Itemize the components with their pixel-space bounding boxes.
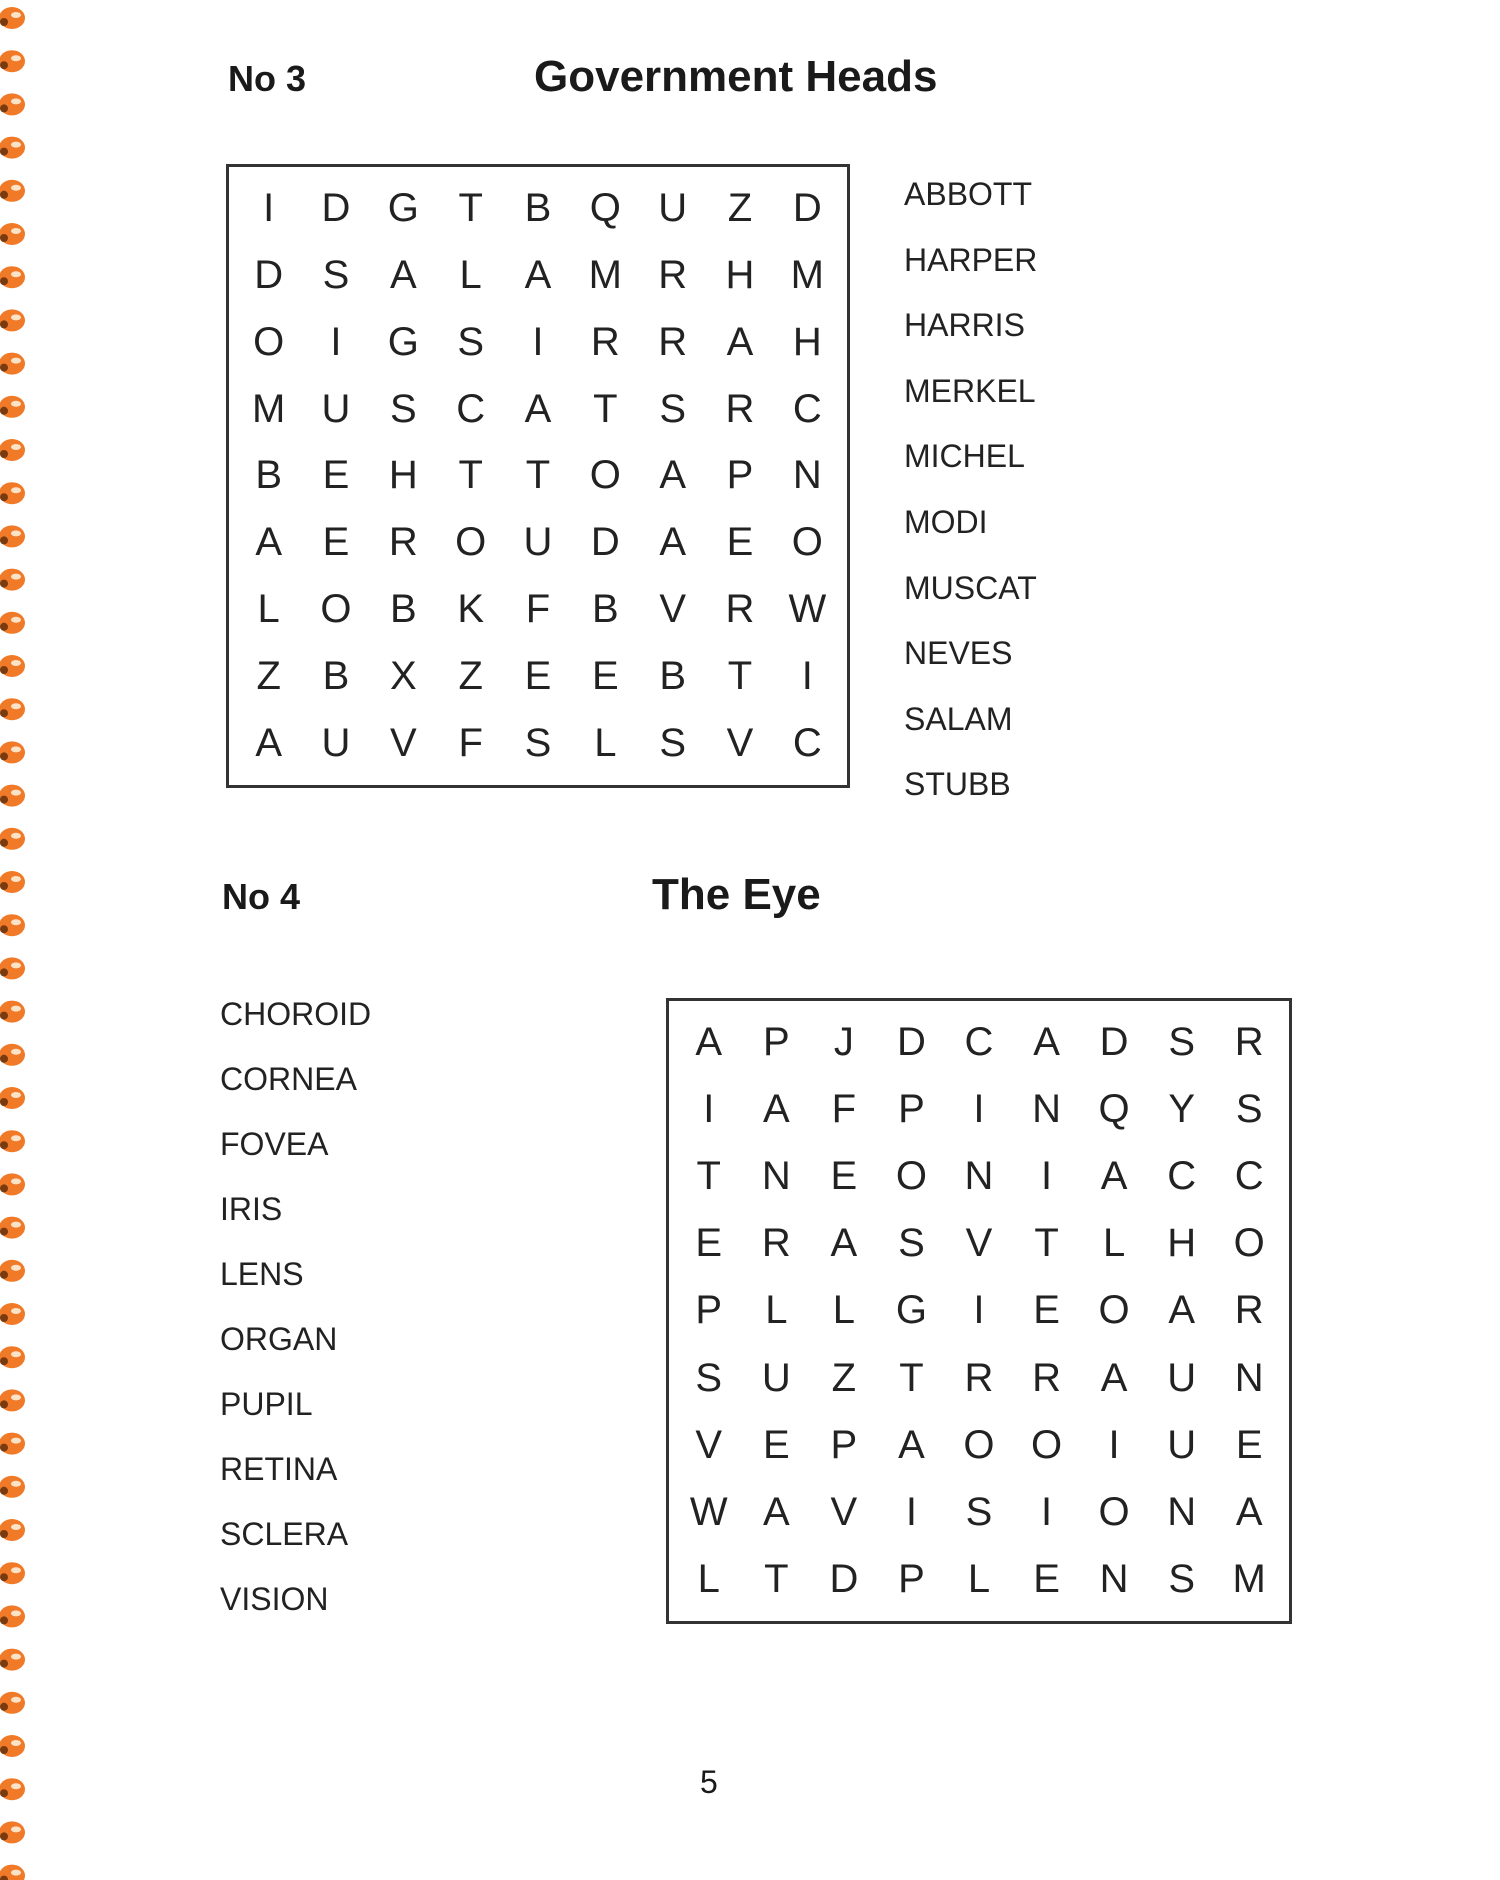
grid-cell: R: [388, 520, 418, 565]
spiral-ring: [0, 439, 25, 461]
grid-cell: A: [389, 252, 417, 297]
spiral-ring: [0, 223, 25, 245]
grid-cell: M: [588, 252, 622, 297]
word-list-item: LENS: [220, 1256, 304, 1292]
spiral-ring: [0, 1519, 25, 1541]
grid-cell: G: [387, 185, 419, 230]
grid-cell: L: [697, 1556, 720, 1601]
grid-cell: A: [524, 386, 552, 431]
spiral-ring: [0, 50, 25, 72]
grid-cell: T: [764, 1556, 789, 1601]
grid-cell: P: [762, 1020, 790, 1065]
spiral-ring: [0, 482, 25, 504]
grid-cell: S: [659, 721, 686, 766]
grid-cell: U: [523, 520, 553, 565]
grid-cell: E: [591, 654, 619, 699]
grid-cell: A: [255, 520, 282, 565]
word-list-item: CHOROID: [220, 996, 372, 1032]
grid-cell: P: [898, 1556, 925, 1601]
grid-cell: A: [830, 1221, 858, 1266]
spiral-ring: [0, 1173, 25, 1195]
grid-cell: S: [457, 319, 484, 364]
grid-cell: I: [801, 654, 813, 699]
grid-cell: U: [321, 386, 351, 431]
grid-cell: S: [1235, 1087, 1263, 1132]
word-list-item: MERKEL: [904, 372, 1036, 409]
grid-cell: A: [898, 1422, 925, 1467]
grid-cell: A: [695, 1020, 723, 1065]
grid-cell: R: [1234, 1288, 1264, 1333]
spiral-ring: [0, 741, 25, 763]
spiral-ring: [0, 1562, 25, 1584]
grid-cell: V: [389, 721, 417, 766]
puzzle-4-number: No 4: [222, 876, 301, 917]
grid-cell: R: [725, 386, 755, 431]
word-list-item: HARPER: [904, 241, 1038, 278]
grid-cell: D: [896, 1020, 926, 1065]
grid-cell: V: [830, 1489, 858, 1534]
grid-cell: R: [761, 1221, 791, 1266]
grid-cell: R: [725, 587, 755, 632]
grid-cell: Z: [256, 654, 281, 699]
puzzle-3-grid: [226, 164, 850, 788]
grid-cell: J: [833, 1020, 854, 1065]
grid-cell: N: [1234, 1355, 1264, 1400]
grid-cell: Z: [831, 1355, 857, 1400]
grid-cell: T: [1034, 1221, 1059, 1266]
grid-cell: L: [594, 721, 617, 766]
grid-cell: A: [762, 1087, 790, 1132]
grid-cell: I: [905, 1489, 917, 1534]
grid-cell: V: [659, 587, 686, 632]
spiral-ring: [0, 1044, 25, 1066]
spiral-ring: [0, 7, 25, 29]
grid-cell: U: [658, 185, 688, 230]
grid-cell: Z: [458, 654, 483, 699]
grid-cell: E: [1235, 1422, 1263, 1467]
spiral-ring: [0, 1389, 25, 1411]
grid-cell: I: [1108, 1422, 1120, 1467]
grid-cell: I: [330, 319, 342, 364]
grid-cell: C: [1167, 1154, 1197, 1199]
grid-cell: S: [389, 386, 417, 431]
spiral-ring: [0, 1605, 25, 1627]
spiral-ring: [0, 1001, 25, 1023]
grid-cell: U: [321, 721, 351, 766]
grid-cell: H: [1167, 1221, 1197, 1266]
word-list-item: CORNEA: [220, 1061, 357, 1097]
grid-cell: M: [1232, 1556, 1266, 1601]
grid-cell: G: [387, 319, 419, 364]
spiral-ring: [0, 1778, 25, 1800]
grid-cell: I: [973, 1288, 985, 1333]
grid-cell: O: [791, 520, 823, 565]
grid-cell: S: [898, 1221, 925, 1266]
puzzle-4-grid: [666, 998, 1292, 1624]
puzzle-3-title: Government Heads: [534, 52, 938, 101]
grid-cell: D: [792, 185, 822, 230]
grid-cell: A: [1168, 1288, 1195, 1333]
grid-cell: U: [1167, 1355, 1197, 1400]
grid-cell: H: [725, 252, 755, 297]
grid-cell: T: [458, 453, 483, 498]
spiral-ring: [0, 785, 25, 807]
grid-cell: O: [1233, 1221, 1265, 1266]
page-number: 5: [700, 1764, 718, 1800]
grid-cell: D: [590, 520, 620, 565]
grid-cell: R: [658, 252, 688, 297]
spiral-ring: [0, 137, 25, 159]
spiral-ring: [0, 828, 25, 850]
grid-cell: T: [458, 185, 483, 230]
grid-cell: L: [459, 252, 482, 297]
spiral-ring: [0, 1260, 25, 1282]
spiral-ring: [0, 871, 25, 893]
spiral-ring: [0, 1346, 25, 1368]
spiral-ring: [0, 266, 25, 288]
grid-cell: D: [321, 185, 351, 230]
grid-cell: N: [1167, 1489, 1197, 1534]
grid-cell: C: [792, 721, 822, 766]
spiral-binding: [0, 0, 40, 1880]
spiral-ring: [0, 396, 25, 418]
grid-cell: I: [532, 319, 544, 364]
grid-cell: O: [963, 1422, 995, 1467]
grid-cell: V: [726, 721, 754, 766]
spiral-ring: [0, 1130, 25, 1152]
grid-cell: B: [524, 185, 552, 230]
grid-cell: A: [726, 319, 754, 364]
grid-cell: W: [788, 587, 827, 632]
grid-cell: K: [457, 587, 484, 632]
grid-cell: O: [455, 520, 487, 565]
word-list-item: MUSCAT: [904, 569, 1037, 606]
grid-cell: D: [1099, 1020, 1129, 1065]
spiral-ring: [0, 180, 25, 202]
word-list-item: SALAM: [904, 700, 1013, 737]
grid-cell: C: [456, 386, 486, 431]
grid-cell: C: [964, 1020, 994, 1065]
spiral-ring: [0, 353, 25, 375]
grid-cell: A: [659, 453, 686, 498]
grid-cell: N: [964, 1154, 994, 1199]
grid-cell: E: [762, 1422, 790, 1467]
grid-cell: T: [696, 1154, 721, 1199]
grid-cell: A: [762, 1489, 790, 1534]
word-list-item: PUPIL: [220, 1386, 313, 1422]
grid-cell: O: [589, 453, 621, 498]
grid-cell: I: [263, 185, 275, 230]
grid-cell: E: [322, 520, 350, 565]
grid-cell: N: [792, 453, 822, 498]
puzzle-4-title: The Eye: [652, 870, 821, 919]
word-list-item: MICHEL: [904, 438, 1025, 475]
grid-cell: A: [255, 721, 282, 766]
grid-cell: B: [591, 587, 619, 632]
grid-cell: R: [1234, 1020, 1264, 1065]
grid-cell: C: [1234, 1154, 1264, 1199]
grid-cell: I: [703, 1087, 715, 1132]
grid-cell: R: [590, 319, 620, 364]
grid-cell: O: [1098, 1288, 1130, 1333]
spiral-ring: [0, 1692, 25, 1714]
grid-cell: T: [525, 453, 551, 498]
grid-cell: A: [1100, 1355, 1128, 1400]
spiral-ring: [0, 1476, 25, 1498]
grid-cell: O: [253, 319, 285, 364]
grid-cell: L: [1102, 1221, 1126, 1266]
spiral-ring: [0, 525, 25, 547]
grid-cell: T: [727, 654, 753, 699]
grid-cell: E: [1033, 1556, 1060, 1601]
grid-cell: S: [659, 386, 686, 431]
spiral-ring: [0, 1433, 25, 1455]
spiral-ring: [0, 1865, 25, 1880]
grid-cell: V: [695, 1422, 723, 1467]
grid-cell: A: [1033, 1020, 1060, 1065]
spiral-ring: [0, 612, 25, 634]
grid-cell: D: [254, 252, 284, 297]
grid-cell: F: [525, 587, 551, 632]
grid-cell: A: [659, 520, 686, 565]
spiral-ring: [0, 914, 25, 936]
grid-cell: W: [689, 1489, 728, 1534]
grid-cell: C: [792, 386, 822, 431]
grid-cell: O: [895, 1154, 927, 1199]
grid-cell: A: [1100, 1154, 1128, 1199]
grid-cell: S: [524, 721, 552, 766]
grid-cell: O: [320, 587, 352, 632]
spiral-ring: [0, 1649, 25, 1671]
grid-cell: A: [524, 252, 552, 297]
grid-cell: E: [726, 520, 754, 565]
grid-cell: B: [389, 587, 417, 632]
grid-cell: A: [1235, 1489, 1263, 1534]
spiral-ring: [0, 309, 25, 331]
grid-cell: M: [790, 252, 824, 297]
grid-cell: V: [965, 1221, 993, 1266]
spiral-ring: [0, 1217, 25, 1239]
spiral-ring: [0, 655, 25, 677]
grid-cell: I: [1040, 1154, 1053, 1199]
grid-cell: B: [255, 453, 282, 498]
spiral-ring: [0, 1303, 25, 1325]
grid-cell: N: [1099, 1556, 1129, 1601]
grid-cell: S: [695, 1355, 723, 1400]
word-list-item: SCLERA: [220, 1516, 349, 1552]
grid-cell: P: [830, 1422, 858, 1467]
grid-cell: E: [524, 654, 552, 699]
spiral-ring: [0, 957, 25, 979]
grid-cell: M: [252, 386, 286, 431]
spiral-ring: [0, 1735, 25, 1757]
word-list-item: ABBOTT: [904, 176, 1033, 212]
grid-cell: O: [1030, 1422, 1063, 1467]
spiral-ring: [0, 698, 25, 720]
word-list-item: MODI: [904, 503, 988, 540]
grid-cell: L: [257, 587, 280, 632]
grid-cell: Q: [1098, 1087, 1130, 1132]
grid-cell: S: [965, 1489, 993, 1534]
grid-cell: E: [695, 1221, 723, 1266]
grid-cell: B: [322, 654, 350, 699]
grid-cell: N: [1032, 1087, 1061, 1132]
spiral-ring: [0, 1821, 25, 1843]
word-list-item: ORGAN: [220, 1321, 338, 1357]
grid-cell: R: [964, 1355, 994, 1400]
grid-cell: E: [1033, 1288, 1060, 1333]
word-list-item: NEVES: [904, 635, 1013, 672]
word-list-item: IRIS: [220, 1191, 283, 1227]
grid-cell: O: [1098, 1489, 1130, 1534]
grid-cell: E: [322, 453, 350, 498]
grid-cell: U: [761, 1355, 791, 1400]
grid-cell: I: [1040, 1489, 1053, 1534]
grid-cell: E: [830, 1154, 858, 1199]
word-list-item: STUBB: [904, 766, 1011, 803]
grid-cell: G: [895, 1288, 927, 1333]
grid-cell: N: [761, 1154, 791, 1199]
spiral-ring: [0, 569, 25, 591]
grid-cell: X: [389, 654, 417, 699]
grid-cell: B: [659, 654, 686, 699]
grid-cell: R: [1032, 1355, 1061, 1400]
grid-cell: H: [388, 453, 418, 498]
grid-cell: U: [1167, 1422, 1197, 1467]
puzzle-3-word-list: [904, 162, 1037, 818]
grid-cell: P: [898, 1087, 925, 1132]
word-list-item: HARRIS: [904, 307, 1025, 344]
grid-cell: F: [458, 721, 483, 766]
grid-cell: Y: [1168, 1087, 1195, 1132]
grid-cell: S: [1168, 1556, 1195, 1601]
grid-cell: Z: [727, 185, 753, 230]
grid-cell: S: [322, 252, 350, 297]
word-list-item: VISION: [220, 1581, 329, 1617]
grid-cell: R: [658, 319, 688, 364]
grid-cell: F: [831, 1087, 857, 1132]
puzzle-3-number: No 3: [228, 58, 307, 99]
grid-cell: I: [973, 1087, 985, 1132]
word-list-item: FOVEA: [220, 1126, 329, 1162]
grid-cell: D: [829, 1556, 859, 1601]
grid-cell: P: [726, 453, 754, 498]
grid-cell: T: [593, 386, 618, 431]
grid-cell: L: [967, 1556, 991, 1601]
puzzle-4-word-list: [220, 982, 371, 1632]
grid-cell: L: [832, 1288, 855, 1333]
grid-cell: T: [899, 1355, 924, 1400]
grid-cell: L: [765, 1288, 788, 1333]
grid-cell: H: [792, 319, 822, 364]
grid-cell: Q: [589, 185, 621, 230]
spiral-ring: [0, 1087, 25, 1109]
spiral-ring: [0, 93, 25, 115]
grid-cell: P: [695, 1288, 723, 1333]
grid-cell: S: [1168, 1020, 1195, 1065]
word-list-item: RETINA: [220, 1451, 338, 1487]
